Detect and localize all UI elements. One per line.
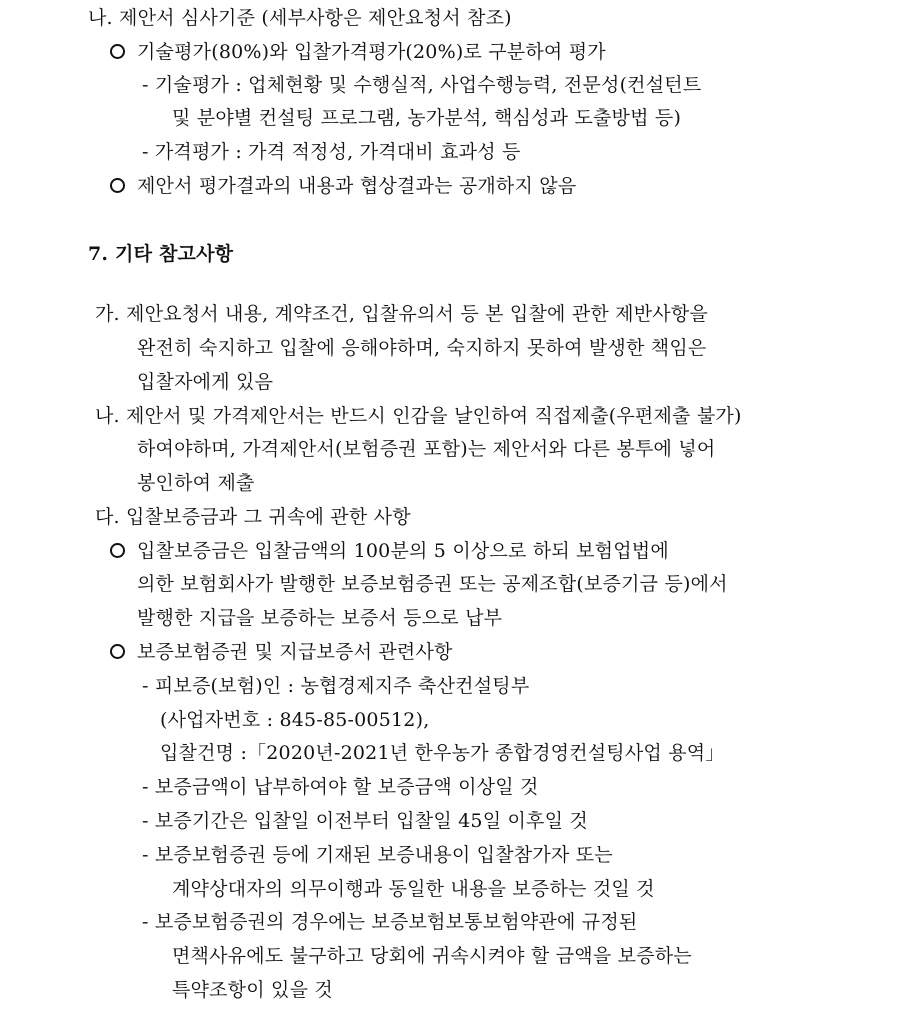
item-na: 나. 제안서 및 가격제안서는 반드시 인감을 날인하여 직접제출(우편제출 불가) [95, 405, 742, 427]
dash-item-continuation: 면책사유에도 불구하고 당회에 귀속시켜야 할 금액을 보증하는 [172, 945, 692, 967]
bullet-continuation: 의한 보험회사가 발행한 보증보험증권 또는 공제조합(보증기금 등)에서 [137, 573, 728, 595]
dash-item: - 보증보험증권의 경우에는 보증보험보통보험약관에 규정된 [142, 911, 638, 933]
dash-item-continuation: (사업자번호 : 845-85-00512), [160, 709, 430, 731]
dash-item: - 가격평가 : 가격 적정성, 가격대비 효과성 등 [142, 141, 521, 163]
dash-item: - 보증금액이 납부하여야 할 보증금액 이상일 것 [142, 776, 539, 798]
section-na-title: 나. 제안서 심사기준 (세부사항은 제안요청서 참조) [88, 7, 512, 29]
item-na-continuation: 봉인하여 제출 [137, 472, 255, 494]
dash-item: - 기술평가 : 업체현황 및 수행실적, 사업수행능력, 전문성(컨설턴트 [142, 74, 702, 96]
circle-bullet-icon [110, 543, 125, 558]
dash-item-continuation: 및 분야별 컨설팅 프로그램, 농가분석, 핵심성과 도출방법 등) [172, 107, 682, 129]
bullet-item [110, 174, 576, 198]
circle-bullet-icon [110, 644, 125, 659]
dash-item-continuation: 특약조항이 있을 것 [172, 979, 333, 1001]
circle-bullet-icon [110, 44, 125, 59]
section-7-heading: 7. 기타 참고사항 [88, 243, 234, 265]
item-ga-continuation: 완전히 숙지하고 입찰에 응해야하며, 숙지하지 못하여 발생한 책임은 [137, 337, 707, 359]
bullet-item [110, 640, 453, 664]
bullet-item [110, 40, 606, 64]
item-na-continuation: 하여야하며, 가격제안서(보험증권 포함)는 제안서와 다른 봉투에 넣어 [137, 438, 716, 460]
dash-item: - 보증기간은 입찰일 이전부터 입찰일 45일 이후일 것 [142, 810, 588, 832]
circle-bullet-icon [110, 178, 125, 193]
item-ga: 가. 제안요청서 내용, 계약조건, 입찰유의서 등 본 입찰에 관한 제반사항을 [95, 303, 708, 325]
dash-item: - 피보증(보험)인 : 농협경제지주 축산컨설팅부 [142, 675, 530, 697]
item-da-title: 다. 입찰보증금과 그 귀속에 관한 사항 [95, 506, 411, 528]
bullet-text: 입찰보증금은 입찰금액의 100분의 5 이상으로 하되 보험업법에 [137, 540, 669, 562]
bullet-continuation: 발행한 지급을 보증하는 보증서 등으로 납부 [137, 607, 503, 629]
bullet-text: 보증보험증권 및 지급보증서 관련사항 [137, 641, 453, 663]
dash-item-continuation: 계약상대자의 의무이행과 동일한 내용을 보증하는 것일 것 [172, 878, 655, 900]
item-ga-continuation: 입찰자에게 있음 [137, 371, 274, 393]
bullet-item [110, 539, 669, 563]
bullet-text: 제안서 평가결과의 내용과 협상결과는 공개하지 않음 [137, 175, 577, 197]
bullet-text: 기술평가(80%)와 입찰가격평가(20%)로 구분하여 평가 [137, 41, 606, 63]
dash-item-continuation: 입찰건명 :「2020년-2021년 한우농가 종합경영컨설팅사업 용역」 [160, 742, 725, 764]
dash-item: - 보증보험증권 등에 기재된 보증내용이 입찰참가자 또는 [142, 844, 613, 866]
